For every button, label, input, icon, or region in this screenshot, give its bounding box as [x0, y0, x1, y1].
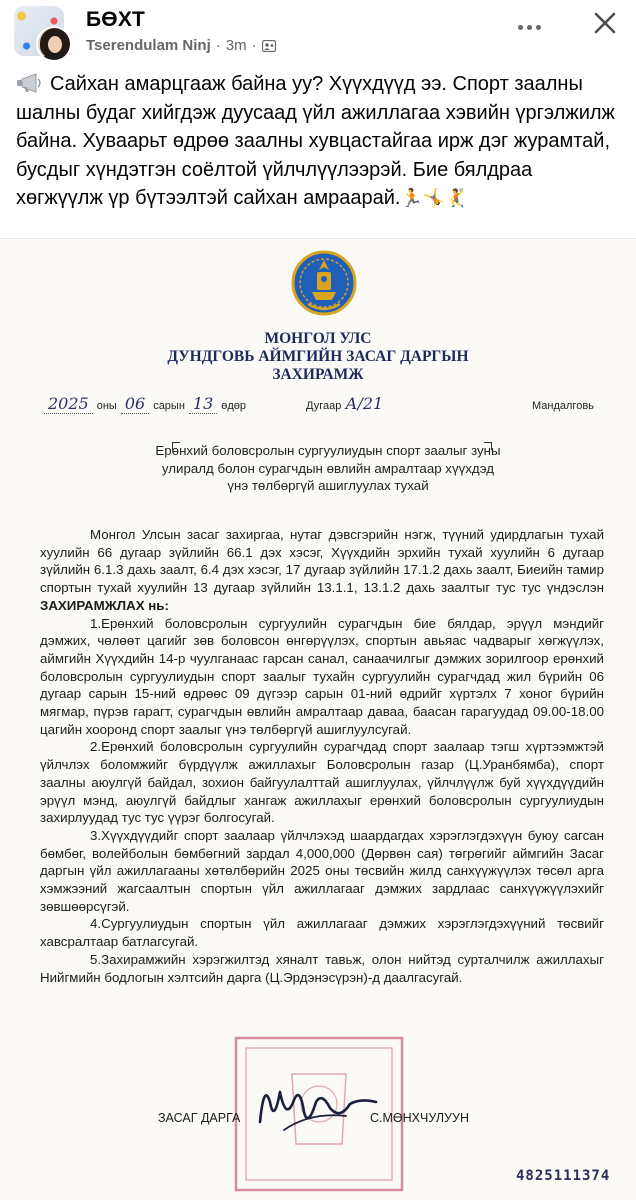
doc-item-4: 4.Сургуулиудын спортын үйл ажиллагааг дэмжих хэрэглэгдэхүүний төсвийг хавсралтаар батлагсугай.	[40, 916, 604, 950]
caption-emojis: 🏃🤸🤾	[400, 188, 468, 208]
doc-intro-text: Монгол Улсын засаг захиргаа, нутаг дэвсгэрийн нэгж, түүний удирдлагын тухай хуулийн 66 дугаар зүйлийн 66.1 дэх хэсэг, Хүүхдийн эрхийн тухай хуулийн 6 дугаар зүйлийн 6.1.3 дахь заалт, 6.4 дэх хэсэг, 17 дугаар зүйлийн 17.1.2 дахь заалт, Биеийн тамир спортын тухай хуулийн 13 дугаар зүйлийн 13.1.1, 13.1.2 дахь заалтыг тус тус үндэслэн	[40, 527, 604, 596]
doc-title-type: ЗАХИРАМЖ	[272, 366, 364, 383]
doc-item-3: 3.Хүүхдүүдийг спорт заалаар үйлчлэхэд шаардагдах хэрэглэгдэхүүн буюу сагсан бөмбөг, волейболын бөмбөгний зардал 4,000,000 (Дөрвөн сая) төгрөгийг аймгийн Засаг даргын үйл ажиллагааны хөтөлбөрийн 2025 оны төсвийн жилд санхүүжүүлэх төсөл арга хэмжээний жагсаалтын спортын үйл ажиллагааг дэмжих зардлаас санхүүжүүлэхийг зөвшөөрсүгэй.	[40, 827, 604, 914]
megaphone-icon	[16, 73, 44, 93]
signature-icon	[250, 1072, 380, 1142]
doc-city: Мандалговь	[532, 400, 594, 412]
doc-number-label: Дугаар	[306, 400, 342, 412]
doc-subject: Ерөнхий боловсролын сургуулиудын спорт заалыг зуны улиралд болон сурагчдын өвлийн амралтаар хүүхдэд үнэ төлбөргүй ашиглуулах тухай	[155, 443, 501, 493]
doc-date-month: 06	[121, 394, 149, 414]
more-options-icon[interactable]	[514, 12, 544, 42]
close-icon[interactable]	[588, 6, 622, 40]
post-header	[0, 0, 636, 64]
doc-intro-bold: ЗАХИРАМЖЛАХ нь:	[40, 597, 169, 613]
doc-date-row	[0, 388, 636, 418]
author-name[interactable]: Tserendulam Ninj	[86, 37, 211, 54]
post-meta	[86, 37, 276, 54]
doc-number-value: А/21	[345, 394, 384, 413]
author-avatar[interactable]	[36, 26, 72, 62]
doc-intro	[40, 526, 604, 615]
caption-text: Сайхан амарцгааж байна уу? Хүүхдүүд ээ. Спорт заалны шалны будаг хийгдэж дуусаад үйл ажиллагаа хэвийн үргэлжилж байна. Хуваарьт өдрөө заалны хувцастайгаа ирж дэг журамтай, бусдыг хүндэтгэн соёлтой үйлчлүүлээрэй. Бие бялдраа хөгжүүлж үр бүтээлтэй сайхан амраарай.	[16, 73, 615, 209]
doc-title-country: МОНГОЛ УЛС	[264, 330, 372, 347]
group-name[interactable]: БӨХТ	[86, 8, 146, 31]
doc-date-year: 2025	[44, 394, 93, 414]
doc-date-day: 13	[189, 394, 217, 414]
post-time[interactable]: 3m	[225, 37, 247, 54]
signer-title: ЗАСАГ ДАРГА	[158, 1111, 241, 1125]
doc-item-2: 2.Ерөнхий боловсролын сургуулийн сурагчдад спорт заалаар тэгш хүртээмжтэй үйлчлэх боломжийг бүрдүүлж ажиллахыг Боловсролын газар (Ц.Уранбямба), спорт заалны аюулгүй байдал, зохион байгуулалттай ашиглуулах, үйлчлүүлж буй хүүхдүүдийн эрүүл мэнд, аюулгүй байдлыг хангаж ажиллахыг ерөнхий боловсролын сургуулиудын захирлуудад тус тус үүрэг болгосугай.	[40, 739, 604, 826]
doc-date-day-suffix: өдөр	[221, 400, 247, 412]
doc-number	[306, 394, 383, 413]
doc-date-month-suffix: сарын	[153, 400, 185, 412]
doc-item-5: 5.Захирамжийн хэрэгжилтэд хяналт тавьж, олон нийтэд сурталчилж ажиллахыг Нийгмийн бодлогын хэлтсийн дарга (Ц.Эрдэнэсүрэн)-д даалгасугай.	[40, 951, 604, 985]
group-avatar[interactable]	[14, 6, 70, 62]
state-emblem-icon	[290, 248, 358, 320]
post-caption	[16, 70, 620, 213]
meta-separator-2: ·	[251, 37, 257, 54]
meta-separator: ·	[215, 37, 221, 54]
group-privacy-icon	[262, 40, 276, 52]
signer-name: С.МӨНХЧУЛУУН	[370, 1111, 469, 1125]
decree-document-image[interactable]	[0, 238, 636, 1200]
doc-item-1: 1.Ерөнхий боловсролын сургуулийн сурагчдын бие бялдар, эрүүл мэндийг дэмжих, чөлөөт цагийг зөв боловсон өнгөрүүлэх, спортын авьяас чадварыг хөгжүүлэх, аймгийн Хүүхдийн 14-р чуулганаас гарсан санал, санаачилгыг дэмжих зорилгоор ерөнхий боловсролын сургуулиудын спорт заалыг тухайн сургуулийн сурагчдад жил бүрийн 06 дугаар сарын 15-ний өдрөөс 09 дүгээр сарын 01-ний өдрийг хүртэлх 7 хоног бүрийн мягмар, пүрэв гарагт, сурагчдын өвлийн амралтаар даваа, баасан гарагуудад 09.00-18.00 цагийн хооронд спорт заалыг үнэ төлбөргүй ашиглуулсугай.	[40, 615, 604, 737]
doc-date	[44, 394, 246, 414]
doc-date-year-suffix: оны	[96, 400, 117, 412]
doc-title-office: ДУНДГОВЬ АЙМГИЙН ЗАСАГ ДАРГЫН	[167, 348, 469, 365]
doc-serial-number: 4825111374	[516, 1168, 611, 1184]
doc-body	[40, 526, 604, 986]
